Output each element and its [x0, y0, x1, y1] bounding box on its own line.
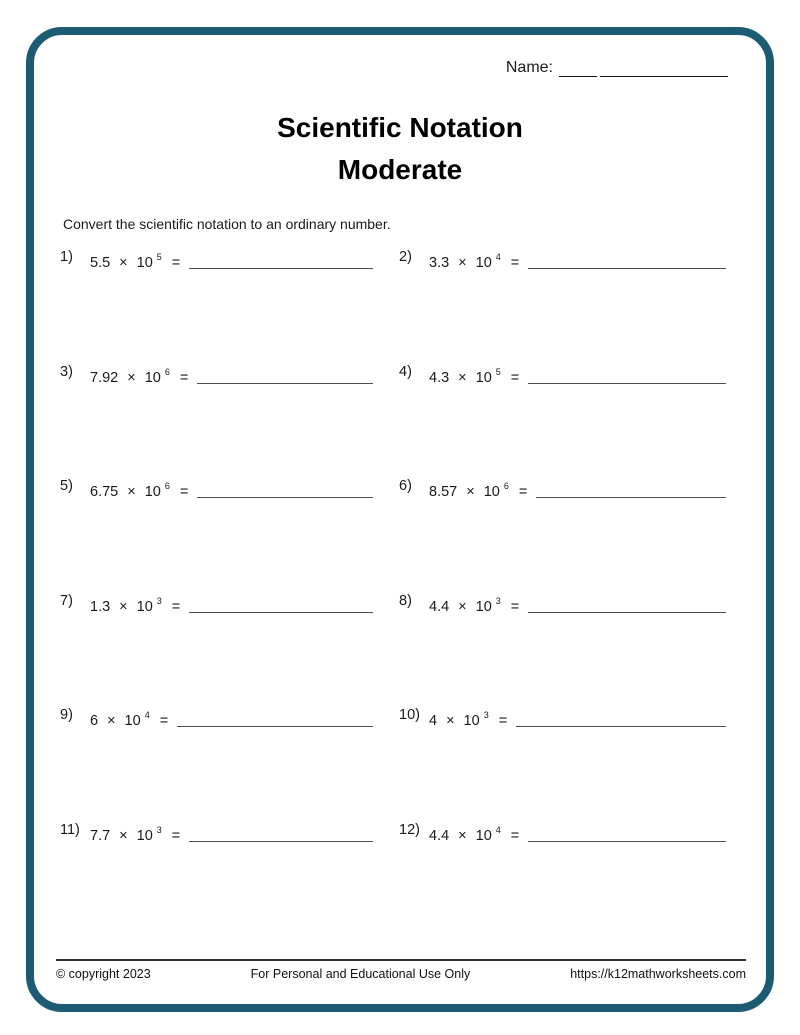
equals-symbol: = — [510, 827, 520, 844]
problem-expression — [429, 591, 519, 617]
times-symbol: × — [458, 369, 467, 386]
equals-symbol: = — [171, 827, 181, 844]
problem-expression — [429, 476, 527, 502]
equals-symbol: = — [510, 598, 520, 615]
answer-blank[interactable] — [189, 820, 373, 842]
base: 10 — [124, 713, 141, 730]
base: 10 — [475, 598, 492, 615]
times-symbol: × — [458, 827, 467, 844]
coefficient: 4.4 — [429, 598, 450, 615]
problem-number: 9) — [60, 707, 73, 724]
exponent: 5 — [495, 366, 501, 377]
base: 10 — [144, 484, 161, 501]
equals-symbol: = — [179, 484, 189, 501]
coefficient: 4 — [429, 713, 438, 730]
answer-blank[interactable] — [528, 362, 726, 384]
times-symbol: × — [466, 484, 475, 501]
problem-expression — [90, 705, 168, 731]
exponent: 4 — [144, 710, 150, 721]
problem-expression — [429, 362, 519, 388]
problem-number: 3) — [60, 363, 73, 380]
equals-symbol: = — [518, 484, 528, 501]
times-symbol: × — [446, 713, 455, 730]
problem-expression — [90, 476, 188, 502]
times-symbol: × — [458, 598, 467, 615]
equals-symbol: = — [171, 598, 181, 615]
base: 10 — [144, 369, 161, 386]
equals-symbol: = — [498, 713, 508, 730]
problem-expression — [429, 705, 507, 731]
problem-item — [399, 591, 726, 706]
answer-blank[interactable] — [528, 591, 726, 613]
exponent: 4 — [495, 824, 501, 835]
problem-item — [399, 247, 726, 362]
problem-number: 4) — [399, 363, 412, 380]
base: 10 — [483, 484, 500, 501]
coefficient: 7.92 — [90, 369, 119, 386]
problem-number: 7) — [60, 592, 73, 609]
problem-number: 10) — [399, 707, 420, 724]
answer-blank[interactable] — [177, 705, 373, 727]
coefficient: 7.7 — [90, 827, 111, 844]
base: 10 — [463, 713, 480, 730]
answer-blank[interactable] — [536, 476, 726, 498]
problem-item — [399, 705, 726, 820]
problem-expression — [429, 247, 519, 273]
equals-symbol: = — [510, 369, 520, 386]
times-symbol: × — [107, 713, 116, 730]
problem-item — [60, 476, 387, 591]
page-title-line2: Moderate — [337, 154, 463, 185]
exponent: 5 — [156, 252, 162, 262]
problem-number: 6) — [399, 478, 412, 495]
problem-item — [60, 591, 387, 706]
footer-copyright: © copyright 2023 — [56, 967, 151, 981]
footer-url[interactable]: https://k12mathworksheets.com — [570, 967, 746, 981]
exponent: 3 — [156, 824, 162, 835]
coefficient: 4.3 — [429, 369, 450, 386]
equals-symbol: = — [179, 369, 189, 386]
times-symbol: × — [119, 827, 128, 844]
name-blank[interactable] — [559, 60, 597, 77]
base: 10 — [136, 255, 153, 271]
problem-item — [399, 362, 726, 477]
page-title-line1: Scientific Notation — [277, 112, 523, 143]
problem-expression — [90, 362, 188, 388]
answer-blank[interactable] — [197, 476, 373, 498]
problem-expression — [90, 591, 180, 617]
coefficient: 5.5 — [90, 255, 111, 271]
page-title — [34, 107, 766, 191]
equals-symbol: = — [159, 713, 169, 730]
times-symbol: × — [127, 369, 136, 386]
answer-blank[interactable] — [197, 362, 373, 384]
problem-number: 1) — [60, 249, 73, 265]
footer — [56, 959, 746, 981]
answer-blank[interactable] — [516, 705, 726, 727]
coefficient: 1.3 — [90, 598, 111, 615]
base: 10 — [136, 598, 153, 615]
equals-symbol: = — [171, 255, 181, 271]
problem-item — [60, 705, 387, 820]
exponent: 3 — [156, 595, 162, 606]
footer-usage: For Personal and Educational Use Only — [250, 967, 471, 981]
name-blank[interactable] — [600, 60, 728, 77]
coefficient: 3.3 — [429, 255, 450, 271]
problem-number: 8) — [399, 592, 412, 609]
answer-blank[interactable] — [189, 247, 373, 269]
exponent: 3 — [483, 710, 489, 721]
exponent: 4 — [495, 252, 501, 262]
base: 10 — [475, 369, 492, 386]
base: 10 — [475, 255, 492, 271]
exponent: 6 — [164, 481, 170, 492]
problem-item — [399, 820, 726, 935]
problem-number: 2) — [399, 249, 412, 265]
coefficient: 6.75 — [90, 484, 119, 501]
exponent: 3 — [495, 595, 501, 606]
answer-blank[interactable] — [528, 247, 726, 269]
times-symbol: × — [458, 255, 467, 271]
exponent: 6 — [503, 481, 509, 492]
coefficient: 4.4 — [429, 827, 450, 844]
problem-item — [60, 247, 387, 362]
times-symbol: × — [127, 484, 136, 501]
answer-blank[interactable] — [189, 591, 373, 613]
instruction-text: Convert the scientific notation to an ordinary number. — [63, 216, 391, 232]
problem-number: 5) — [60, 478, 73, 495]
times-symbol: × — [119, 598, 128, 615]
exponent: 6 — [164, 366, 170, 377]
coefficient: 6 — [90, 713, 99, 730]
base: 10 — [475, 827, 492, 844]
times-symbol: × — [119, 255, 128, 271]
problem-expression — [90, 820, 180, 846]
problem-item — [60, 362, 387, 477]
problem-item — [399, 476, 726, 591]
problem-expression — [429, 820, 519, 846]
problem-expression — [90, 247, 180, 273]
name-row — [506, 59, 728, 77]
problem-item — [60, 820, 387, 935]
problems-grid — [60, 247, 726, 935]
problem-number: 12) — [399, 821, 420, 838]
base: 10 — [136, 827, 153, 844]
answer-blank[interactable] — [528, 820, 726, 842]
coefficient: 8.57 — [429, 484, 458, 501]
worksheet-sheet — [26, 27, 774, 1012]
name-label: Name: — [505, 59, 553, 76]
problem-number: 11) — [60, 821, 80, 838]
equals-symbol: = — [510, 255, 520, 271]
